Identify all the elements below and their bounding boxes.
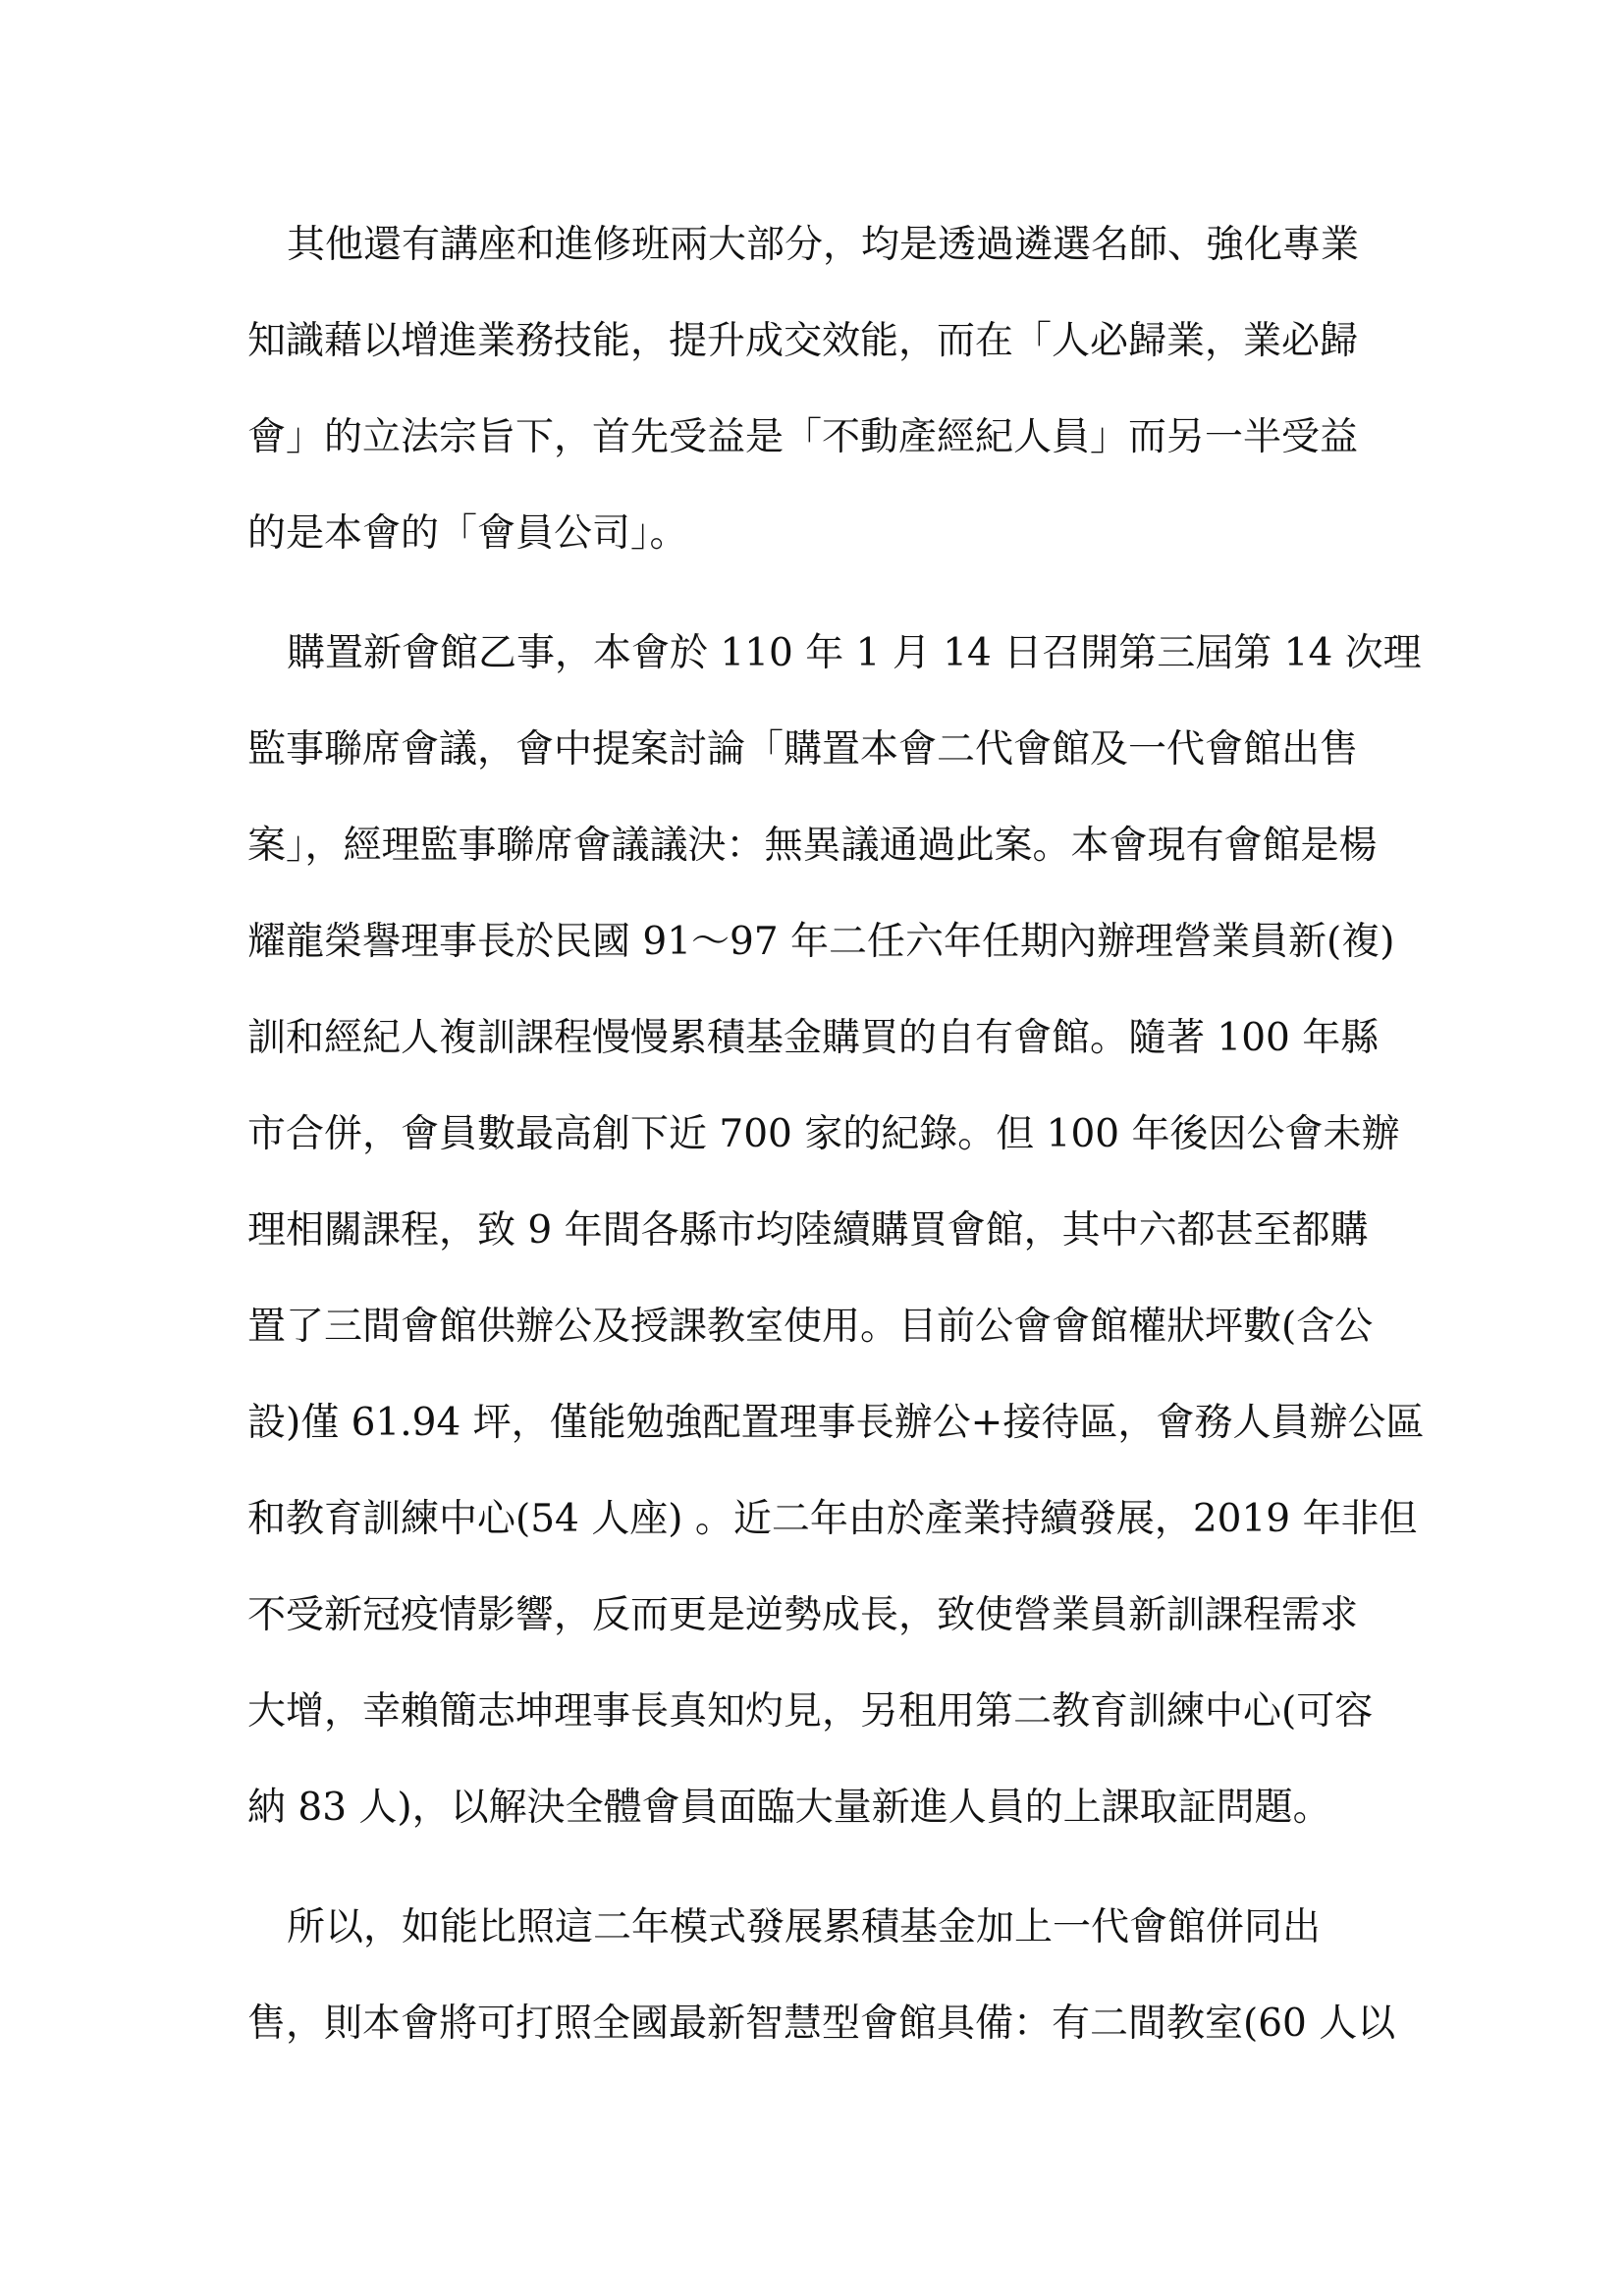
text-line: 所以，如能比照這二年模式發展累積基金加上一代會館併同出 xyxy=(287,1905,1322,1949)
text-line: 理相關課程，致 9 年間各縣市均陸續購買會館，其中六都甚至都購 xyxy=(247,1208,1369,1253)
text-line: 納 83 人)，以解決全體會員面臨大量新進人員的上課取証問題。 xyxy=(247,1786,1331,1830)
text-line: 訓和經紀人複訓課程慢慢累積基金購買的自有會館。隨著 100 年縣 xyxy=(247,1016,1380,1060)
text-line: 購置新會館乙事，本會於 110 年 1 月 14 日召開第三屆第 14 次理 xyxy=(287,631,1422,675)
text-line: 不受新冠疫情影響，反而更是逆勢成長，致使營業員新訓課程需求 xyxy=(247,1593,1359,1637)
text-line: 耀龍榮譽理事長於民國 91～97 年二任六年任期內辦理營業員新(複) xyxy=(247,920,1395,964)
text-line: 的是本會的「會員公司」。 xyxy=(247,511,688,556)
text-line: 市合併，會員數最高創下近 700 家的紀錄。但 100 年後因公會未辦 xyxy=(247,1112,1400,1156)
text-line: 和教育訓練中心(54 人座) 。近二年由於產業持續發展，2019 年非但 xyxy=(247,1497,1418,1541)
text-line: 監事聯席會議，會中提案討論「購置本會二代會館及一代會館出售 xyxy=(247,727,1359,772)
text-line: 案」，經理監事聯席會議議決：無異議通過此案。本會現有會館是楊 xyxy=(247,824,1378,868)
text-line: 設)僅 61.94 坪，僅能勉強配置理事長辦公+接待區，會務人員辦公區 xyxy=(247,1401,1425,1445)
text-line: 知識藉以增進業務技能，提升成交效能，而在「人必歸業，業必歸 xyxy=(247,319,1359,363)
text-line: 其他還有講座和進修班兩大部分，均是透過遴選名師、強化專業 xyxy=(287,223,1360,267)
text-line: 大增，幸賴簡志坤理事長真知灼見，另租用第二教育訓練中心(可容 xyxy=(247,1689,1374,1734)
text-line: 會」的立法宗旨下，首先受益是「不動產經紀人員」而另一半受益 xyxy=(247,415,1359,459)
text-line: 售，則本會將可打照全國最新智慧型會館具備：有二間教室(60 人以 xyxy=(247,2002,1396,2046)
text-line: 置了三間會館供辦公及授課教室使用。目前公會會館權狀坪數(含公 xyxy=(247,1305,1374,1349)
